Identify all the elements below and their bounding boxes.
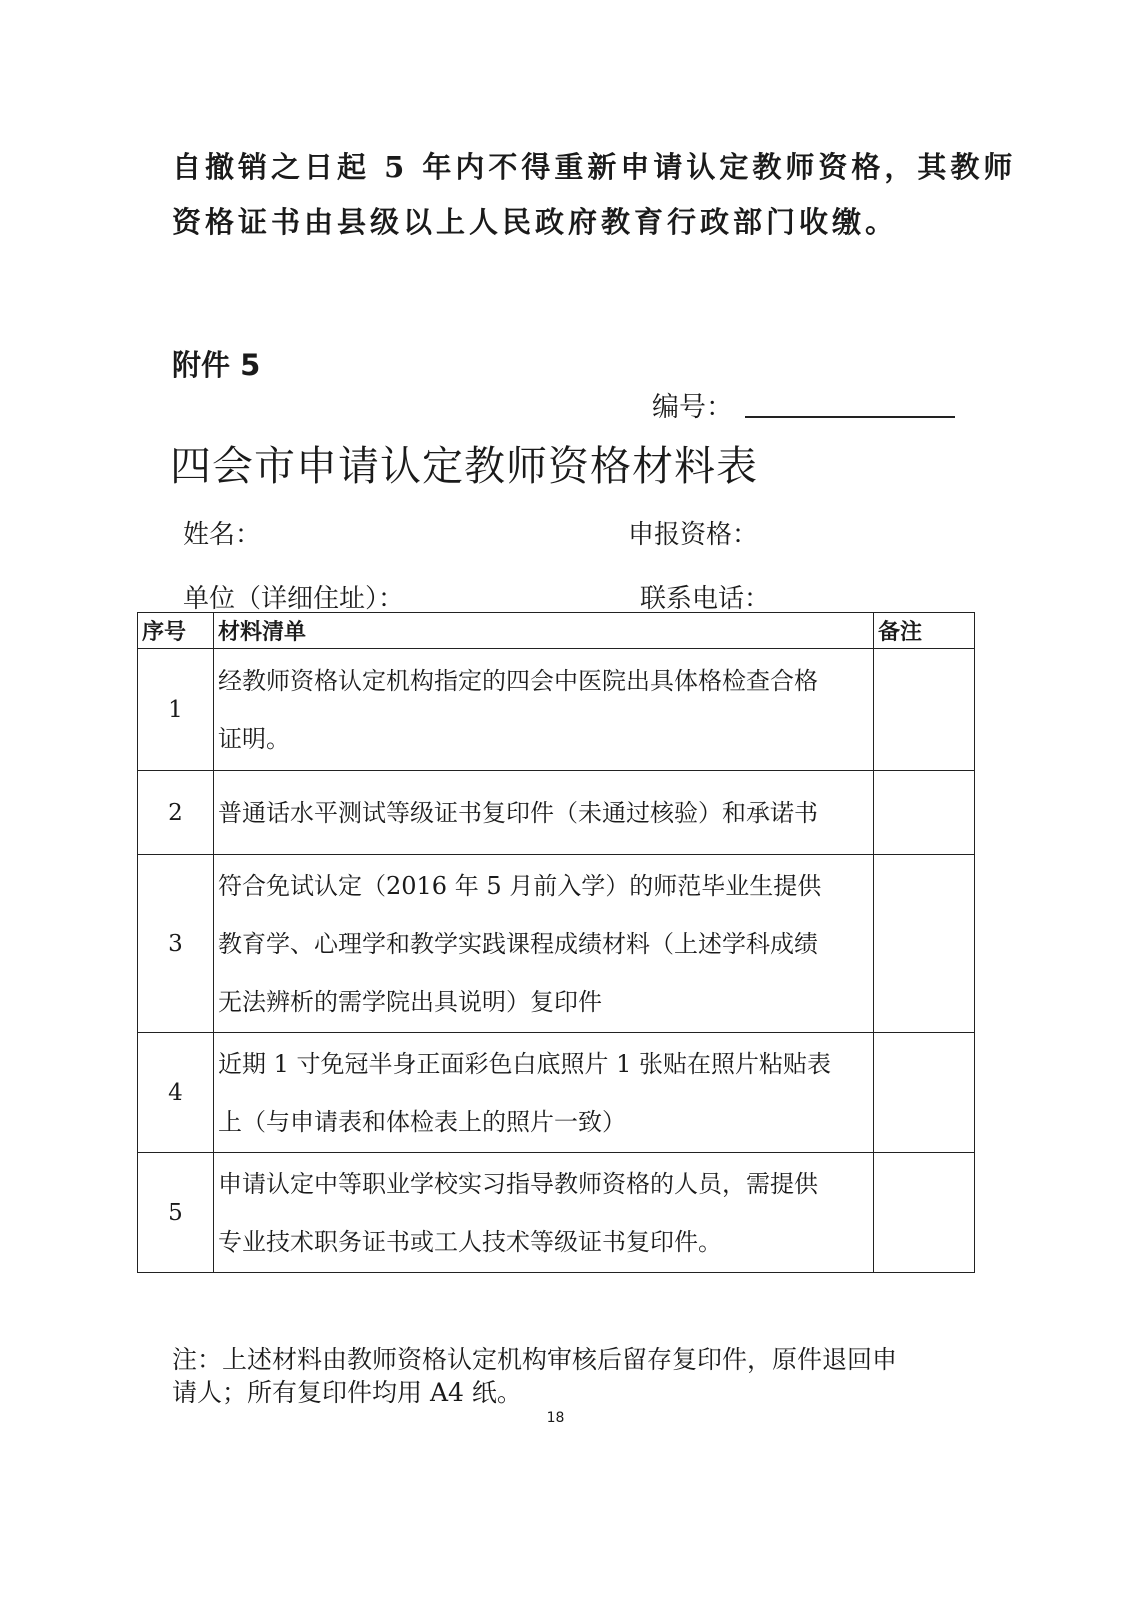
row-material [214, 855, 874, 1033]
header-material-list: 材料清单 [214, 613, 874, 649]
attachment-label: 附件 5 [172, 348, 261, 382]
row-index: 5 [138, 1153, 214, 1273]
row-index: 2 [138, 771, 214, 855]
table-row [138, 649, 975, 771]
material-line: 普通话水平测试等级证书复印件（未通过核验）和承诺书 [218, 798, 818, 827]
table-header-row [138, 613, 975, 649]
unit-field-label: 单位（详细住址）： [183, 584, 405, 614]
material-line: 经教师资格认定机构指定的四会中医院出具体格检查合格 [218, 666, 818, 695]
document-title: 四会市申请认定教师资格材料表 [170, 442, 758, 490]
row-note [874, 649, 975, 771]
material-line: 申请认定中等职业学校实习指导教师资格的人员，需提供 [218, 1169, 818, 1198]
row-index: 1 [138, 649, 214, 771]
row-index: 4 [138, 1033, 214, 1153]
row-material [214, 649, 874, 771]
serial-number-label: 编号： [652, 392, 733, 423]
material-line: 上（与申请表和体检表上的照片一致） [218, 1107, 626, 1136]
footnote [172, 1343, 942, 1409]
row-material [214, 1153, 874, 1273]
material-line: 符合免试认定（2016 年 5 月前入学）的师范毕业生提供 [218, 871, 822, 900]
row-note [874, 1033, 975, 1153]
row-note [874, 1153, 975, 1273]
serial-number-blank [745, 415, 955, 418]
serial-number-field [652, 385, 955, 424]
row-note [874, 771, 975, 855]
footnote-line: 请人；所有复印件均用 A4 纸。 [172, 1378, 522, 1407]
intro-paragraph [172, 140, 1017, 250]
material-line: 证明。 [218, 724, 290, 753]
material-line: 无法辨析的需学院出具说明）复印件 [218, 987, 602, 1016]
row-index: 3 [138, 855, 214, 1033]
row-material [214, 771, 874, 855]
table-row [138, 771, 975, 855]
row-material [214, 1033, 874, 1153]
table-row [138, 1153, 975, 1273]
name-field-label: 姓名： [183, 520, 262, 550]
table-row [138, 855, 975, 1033]
row-note [874, 855, 975, 1033]
header-index: 序号 [138, 613, 214, 649]
material-line: 专业技术职务证书或工人技术等级证书复印件。 [218, 1227, 722, 1256]
phone-field-label: 联系电话： [640, 584, 771, 614]
intro-line: 自撤销之日起 5 年内不得重新申请认定教师资格，其教师 [172, 150, 1017, 184]
material-line: 近期 1 寸免冠半身正面彩色白底照片 1 张贴在照片粘贴表 [218, 1049, 832, 1078]
intro-line: 资格证书由县级以上人民政府教育行政部门收缴。 [172, 205, 899, 239]
material-line: 教育学、心理学和教学实践课程成绩材料（上述学科成绩 [218, 929, 818, 958]
qualification-field-label: 申报资格： [628, 520, 759, 550]
page-number: 18 [546, 1410, 565, 1426]
footnote-line: 注：上述材料由教师资格认定机构审核后留存复印件，原件退回申 [172, 1345, 898, 1374]
header-note: 备注 [874, 613, 975, 649]
table-row [138, 1033, 975, 1153]
materials-table [137, 612, 975, 1273]
